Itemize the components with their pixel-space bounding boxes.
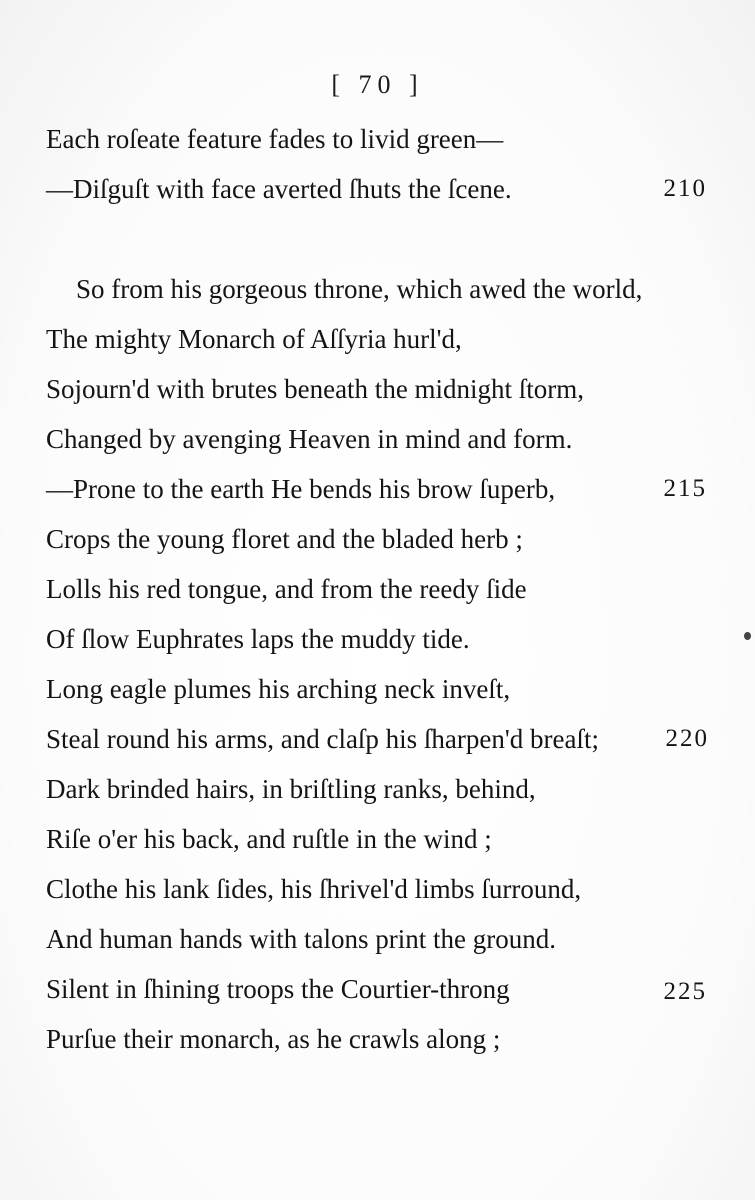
verse-line: Sojourn'd with brutes beneath the midnight ſtorm, [46, 374, 585, 404]
verse-line: Lolls his red tongue, and from the reedy ſide [46, 574, 527, 604]
verse-line: —Prone to the earth He bends his brow ſuperb, [46, 474, 556, 504]
line-number: 210 [663, 175, 707, 202]
ink-speck [744, 632, 751, 640]
verse-line: So from his gorgeous throne, which awed the world, [76, 274, 643, 304]
verse-line: —Diſguſt with face averted ſhuts the ſcene. [46, 174, 512, 204]
verse-line: The mighty Monarch of Aſſyria hurl'd, [46, 324, 462, 354]
line-number: 220 [665, 725, 709, 752]
verse-line: Crops the young floret and the bladed herb ; [46, 524, 523, 554]
verse-line: And human hands with talons print the ground. [46, 924, 556, 954]
verse-line: Steal round his arms, and claſp his ſharpen'd breaſt; [46, 724, 599, 754]
verse-line: Dark brinded hairs, in briſtling ranks, behind, [46, 774, 536, 804]
line-number: 225 [663, 978, 707, 1005]
line-number: 215 [663, 475, 707, 502]
verse-line: Purſue their monarch, as he crawls along ; [46, 1024, 501, 1054]
verse-line: Of ſlow Euphrates laps the muddy tide. [46, 624, 470, 654]
verse-line: Clothe his lank ſides, his ſhrivel'd limbs ſurround, [46, 874, 582, 904]
page-number: [ 70 ] [331, 70, 424, 99]
verse-line: Changed by avenging Heaven in mind and form. [46, 424, 573, 454]
verse-line: Silent in ſhining troops the Courtier-throng [46, 974, 510, 1004]
verse-line: Long eagle plumes his arching neck inveſt, [46, 674, 511, 704]
verse-line: Each roſeate feature fades to livid green— [46, 124, 504, 154]
verse-line: Riſe o'er his back, and ruſtle in the wind ; [46, 824, 492, 854]
